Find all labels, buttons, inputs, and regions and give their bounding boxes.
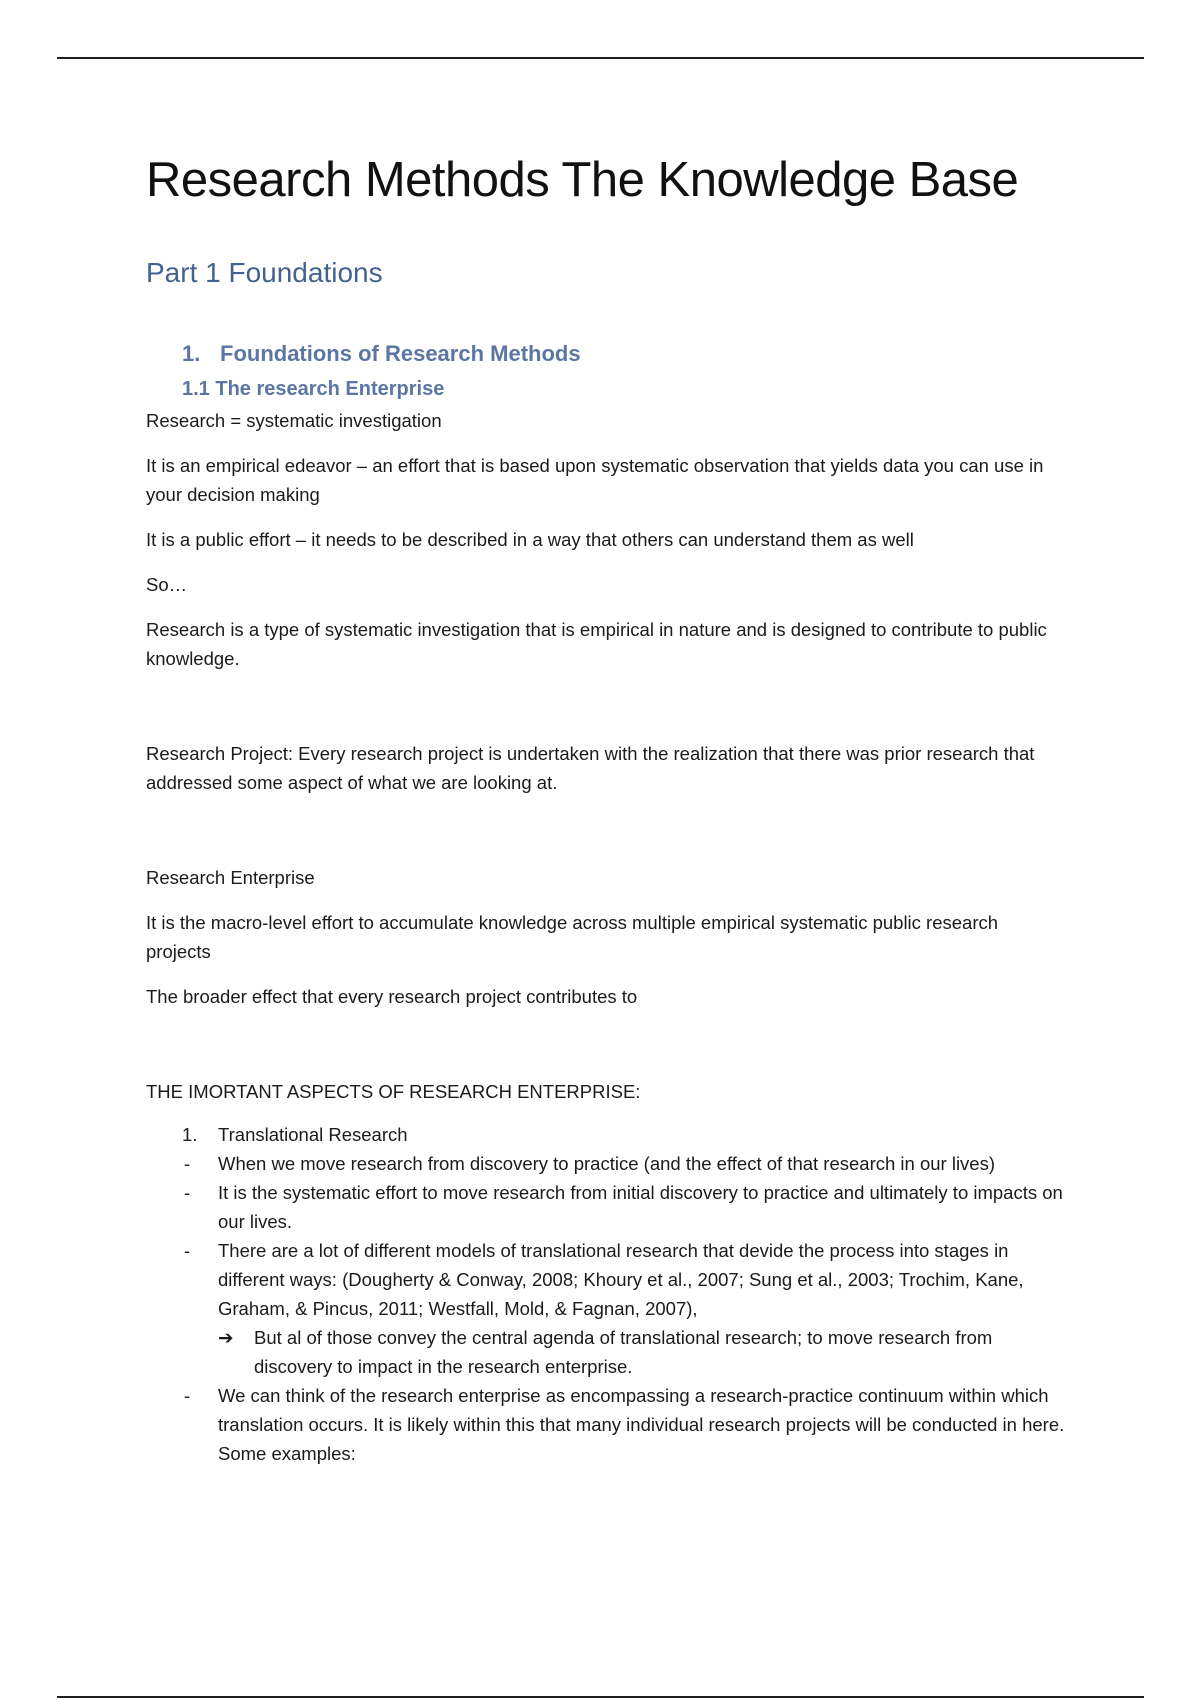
document-page xyxy=(146,150,1066,1468)
section-number: 1. xyxy=(182,341,201,366)
subsection-heading: 1.1 The research Enterprise xyxy=(182,378,445,400)
paragraph: So… xyxy=(146,574,188,595)
top-rule xyxy=(57,57,1144,59)
paragraph-heading: Research Enterprise xyxy=(146,867,315,888)
section-heading xyxy=(146,340,1066,368)
bottom-rule xyxy=(57,1696,1144,1698)
part-heading: Part 1 Foundations xyxy=(146,257,383,288)
paragraph: It is an empirical edeavor – an effort that is based upon systematic observation that yields data you can use in your decision making xyxy=(146,455,1044,505)
paragraph: Research Project: Every research project is undertaken with the realization that there was prior research that addressed some aspect of what we are looking at. xyxy=(146,743,1035,793)
list-number: 1. xyxy=(182,1124,198,1145)
list-item-text: We can think of the research enterprise as encompassing a research-practice continuum within which translation occurs. It is likely within this that many individual research projects will be conducted in here. Some examples: xyxy=(218,1385,1065,1464)
paragraph: Research is a type of systematic investigation that is empirical in nature and is designed to contribute to public knowledge. xyxy=(146,619,1047,669)
list-item xyxy=(146,1381,1066,1468)
arrow-bullet-icon: ➔ xyxy=(218,1327,234,1348)
aspects-heading: THE IMORTANT ASPECTS OF RESEARCH ENTERPRISE: xyxy=(146,1081,641,1102)
section-title: Foundations of Research Methods xyxy=(220,341,581,366)
list-item-text: Translational Research xyxy=(218,1124,408,1145)
document-title: Research Methods The Knowledge Base xyxy=(146,153,1019,207)
dash-bullet: - xyxy=(184,1182,191,1203)
list-item xyxy=(146,1178,1066,1236)
list-item-text: It is the systematic effort to move research from initial discovery to practice and ultimately to impacts on our lives. xyxy=(218,1182,1063,1232)
list-item-text: There are a lot of different models of translational research that devide the process into stages in different ways: (Dougherty & Conway, 2008; Khoury et al., 2007; Sung et al., 2003; Trochim, Kane, Graham, & Pincus, 2011; Westfall, Mold, & Fagnan, 2007), xyxy=(218,1240,1024,1319)
paragraph: It is a public effort – it needs to be described in a way that others can understand them as well xyxy=(146,529,914,550)
list-item xyxy=(146,1236,1066,1323)
list-item xyxy=(146,1149,1066,1178)
paragraph: It is the macro-level effort to accumulate knowledge across multiple empirical systematic public research projects xyxy=(146,912,999,962)
list-item xyxy=(146,1120,1066,1149)
paragraph: Research = systematic investigation xyxy=(146,410,442,431)
dash-bullet: - xyxy=(184,1240,191,1261)
paragraph: The broader effect that every research project contributes to xyxy=(146,986,638,1007)
list-item xyxy=(146,1323,1066,1381)
dash-bullet: - xyxy=(184,1385,191,1406)
dash-bullet: - xyxy=(184,1153,191,1174)
list-item-text: But al of those convey the central agenda of translational research; to move research from discovery to impact in the research enterprise. xyxy=(254,1327,993,1377)
list-item-text: When we move research from discovery to practice (and the effect of that research in our lives) xyxy=(218,1153,995,1174)
aspects-list xyxy=(146,1120,1066,1468)
